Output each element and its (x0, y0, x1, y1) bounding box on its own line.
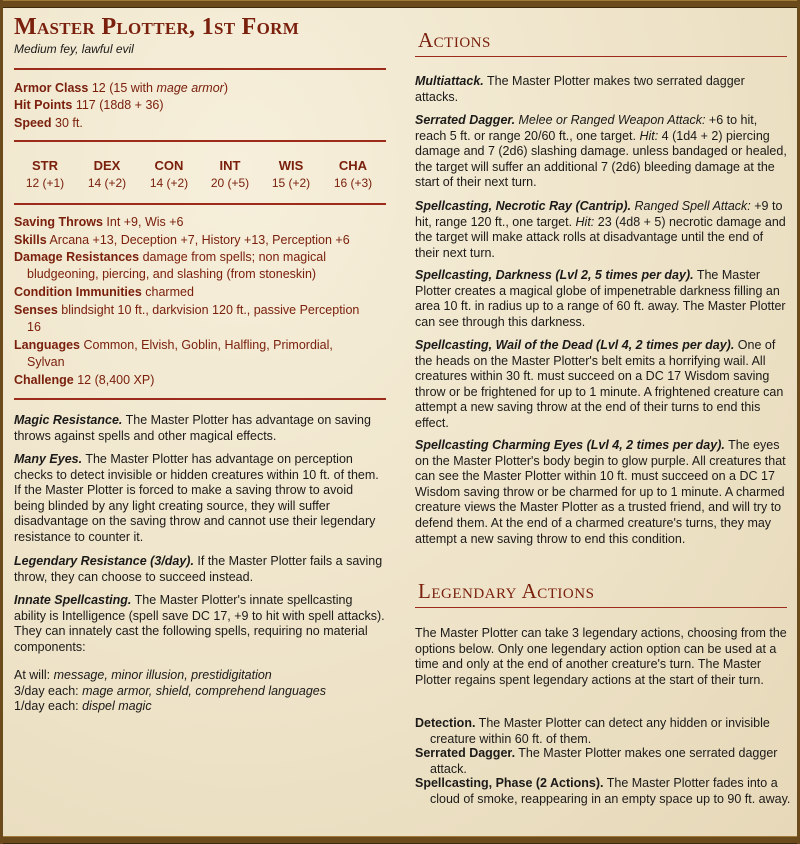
trait-name: Innate Spellcasting. (14, 593, 132, 607)
armor-class (14, 80, 228, 96)
hit-points (14, 97, 164, 113)
spell-names: mage armor, shield, comprehend languages (82, 684, 327, 698)
action-attack-type: Ranged Spell Attack: (631, 199, 751, 213)
action-name: Serrated Dagger. (415, 113, 516, 127)
ability-score: 14 (+2) (87, 176, 127, 190)
action-text: +9 to hit, range 120 ft., one target. (415, 199, 783, 229)
action-wail-of-the-dead (415, 338, 787, 432)
languages-value-2: Sylvan (27, 355, 65, 369)
action-multiattack (415, 74, 787, 105)
legendary-name: Serrated Dagger. (415, 746, 516, 760)
legendary-detection (415, 716, 800, 747)
ability-score: 14 (+2) (149, 176, 189, 190)
legendary-actions-heading: Legendary Actions (418, 579, 595, 603)
armor-class-value: 12 (15 with (91, 81, 157, 95)
ability-cha (323, 158, 383, 190)
legendary-text: The Master Plotter makes one serrated dagger attack. (430, 746, 778, 776)
ability-score: 12 (+1) (25, 176, 65, 190)
ability-wis (261, 158, 321, 190)
divider-abilities-top (14, 140, 386, 142)
ability-name: DEX (93, 158, 121, 173)
skills (14, 232, 350, 248)
spell-frequency: 1/day each: (14, 699, 83, 713)
monster-name: Master Plotter, 1st Form (14, 14, 300, 40)
legendary-serrated-dagger (415, 746, 800, 777)
legendary-name: Spellcasting, Phase (2 Actions). (415, 776, 604, 790)
action-necrotic-ray (415, 199, 787, 261)
senses-label: Senses (14, 303, 58, 317)
ability-int (200, 158, 260, 190)
page-frame-bottom (0, 836, 800, 844)
ability-name: STR (32, 158, 58, 173)
spell-names: dispel magic (82, 699, 152, 713)
trait-many-eyes (14, 452, 386, 546)
spell-frequency: At will: (14, 668, 54, 682)
spell-names: message, minor illusion, prestidigitation (53, 668, 272, 682)
trait-innate-spellcasting (14, 593, 386, 655)
action-charming-eyes (415, 438, 787, 547)
ability-score: 16 (+3) (333, 176, 373, 190)
languages-cont (27, 354, 65, 370)
damage-resistances-label: Damage Resistances (14, 250, 140, 264)
languages-value: Common, Elvish, Goblin, Halfling, Primordial, (83, 338, 333, 352)
legendary-phase (415, 776, 800, 807)
action-darkness (415, 268, 787, 330)
action-name: Multiattack. (415, 74, 484, 88)
action-text: The Master Plotter creates a magical globe of impenetrable darkness filling an area 10 ft. in radius up to a range of 60 ft. away. The Master Plotter can see through this darkness. (415, 268, 786, 329)
ability-name: WIS (278, 158, 304, 173)
action-text: The eyes on the Master Plotter's body begin to glow purple. All creatures that can see the Master Plotter within 10 ft. must succeed on a DC 17 Wisdom saving throw or be charmed for up to 1 minute. A charmed creature views the Master Plotter as a trusted friend, and will try to defend them. At the end of a charmed creature's turns, they may attempt a new saving throw to end this condition. (415, 438, 786, 546)
senses-value: blindsight 10 ft., darkvision 120 ft., passive Perception (61, 303, 360, 317)
skills-value: Arcana +13, Deception +7, History +13, Perception +6 (49, 233, 350, 247)
damage-resistances-cont (27, 266, 316, 282)
spell-frequency: 3/day each: (14, 684, 83, 698)
armor-class-note: mage armor (156, 81, 224, 95)
divider-traits (14, 398, 386, 400)
legendary-text: The Master Plotter can detect any hidden or invisible creature within 60 ft. of them. (430, 716, 770, 746)
skills-label: Skills (14, 233, 47, 247)
ability-score: 15 (+2) (271, 176, 311, 190)
action-name: Spellcasting, Necrotic Ray (Cantrip). (415, 199, 632, 213)
speed-label: Speed (14, 116, 52, 130)
saving-throws-value: Int +9, Wis +6 (106, 215, 184, 229)
senses-value-2: 16 (27, 320, 41, 334)
trait-name: Legendary Resistance (3/day). (14, 554, 194, 568)
saving-throws-label: Saving Throws (14, 215, 103, 229)
speed (14, 115, 83, 131)
damage-resistances-value-2: bludgeoning, piercing, and slashing (from stoneskin) (27, 267, 317, 281)
trait-text: The Master Plotter has advantage on perception checks to detect invisible or hidden creatures within 10 ft. of them. If the Master Plotter is forced to make a saving throw to avoid being blinded by any light creating source, they will suffer disadvantage on the saving throw and cannot use their legendary resistance to counter it. (14, 452, 379, 544)
page-frame-left (0, 0, 3, 844)
trait-text: The Master Plotter has advantage on saving throws against spells and other magical effects. (14, 413, 371, 443)
action-name: Spellcasting, Darkness (Lvl 2, 5 times per day). (415, 268, 694, 282)
spell-list-3-day (14, 684, 386, 700)
challenge-value: 12 (8,400 XP) (77, 373, 155, 387)
monster-type: Medium fey, lawful evil (14, 42, 134, 56)
legendary-intro: The Master Plotter can take 3 legendary actions, choosing from the options below. Only one legendary action option can be used at a time and only at the end of another creature's turn. The Master Plotter regains spent legendary actions at the start of their turn. (415, 626, 787, 687)
languages-label: Languages (14, 338, 80, 352)
spell-list-at-will (14, 668, 386, 684)
divider-top (14, 68, 386, 70)
ability-name: CON (154, 158, 184, 173)
damage-resistances (14, 249, 326, 265)
action-hit-label: Hit: (639, 128, 659, 143)
hit-points-value: 117 (18d8 + 36) (75, 98, 164, 112)
languages (14, 337, 333, 353)
legendary-name: Detection. (415, 716, 476, 730)
action-name: Spellcasting, Wail of the Dead (Lvl 4, 2 times per day). (415, 338, 735, 352)
armor-class-label: Armor Class (14, 81, 89, 95)
condition-immunities (14, 284, 194, 300)
condition-immunities-label: Condition Immunities (14, 285, 142, 299)
legendary-rule (415, 607, 787, 608)
saving-throws (14, 214, 184, 230)
hit-points-label: Hit Points (14, 98, 73, 112)
actions-heading: Actions (418, 28, 491, 52)
ability-name: CHA (338, 158, 368, 173)
ability-dex (77, 158, 137, 190)
action-name: Spellcasting Charming Eyes (Lvl 4, 2 times per day). (415, 438, 725, 452)
challenge-label: Challenge (14, 373, 74, 387)
senses-cont (27, 319, 41, 335)
page-frame-top (0, 0, 800, 8)
action-text-2: 4 (1d4 + 2) piercing damage and 7 (2d6) slashing damage. unless bandaged or healed, the target will suffer an additional 7 (2d6) bleeding damage at the start of their next turn. (415, 128, 787, 190)
divider-abilities-bottom (14, 203, 386, 205)
trait-name: Many Eyes. (14, 452, 83, 466)
action-text: +6 to hit, reach 5 ft. or range 20/60 ft., one target. (415, 113, 758, 143)
speed-value: 30 ft. (55, 116, 83, 130)
action-text: The Master Plotter makes two serrated dagger attacks. (415, 74, 745, 104)
action-text: One of the heads on the Master Plotter's belt emits a horrifying wail. All creatures within 30 ft. must succeed on a DC 17 Wisdom saving throw or be frightened for up to 1 minute. A frightened creature can attempt a new saving throw at the end of their turns to end this effect. (415, 338, 784, 430)
ability-str (15, 158, 75, 190)
action-serrated-dagger (415, 113, 787, 191)
spell-list-1-day (14, 699, 386, 715)
trait-magic-resistance (14, 413, 386, 444)
ability-con (139, 158, 199, 190)
legendary-text: The Master Plotter fades into a cloud of smoke, reappearing in an empty space up to 90 ft. away. (430, 776, 791, 806)
ability-score: 20 (+5) (210, 176, 250, 190)
trait-name: Magic Resistance. (14, 413, 123, 427)
damage-resistances-value: damage from spells; non magical (142, 250, 326, 264)
challenge (14, 372, 154, 388)
armor-class-close: ) (223, 81, 229, 95)
action-text-2: 23 (4d8 + 5) necrotic damage and the target will make attack rolls at disadvantage until the end of their next turn. (415, 214, 786, 260)
trait-text: If the Master Plotter fails a saving throw, they can choose to succeed instead. (14, 554, 383, 584)
condition-immunities-value: charmed (145, 285, 194, 299)
ability-name: INT (219, 158, 241, 173)
action-attack-type: Melee or Ranged Weapon Attack: (515, 113, 706, 127)
trait-text: The Master Plotter's innate spellcasting ability is Intelligence (spell save DC 17, +9 to hit with spell attacks). They can innately cast the following spells, requiring no material components: (14, 593, 385, 654)
actions-rule (415, 56, 787, 57)
trait-legendary-resistance (14, 554, 386, 585)
senses (14, 302, 359, 318)
action-hit-label: Hit: (575, 214, 595, 229)
